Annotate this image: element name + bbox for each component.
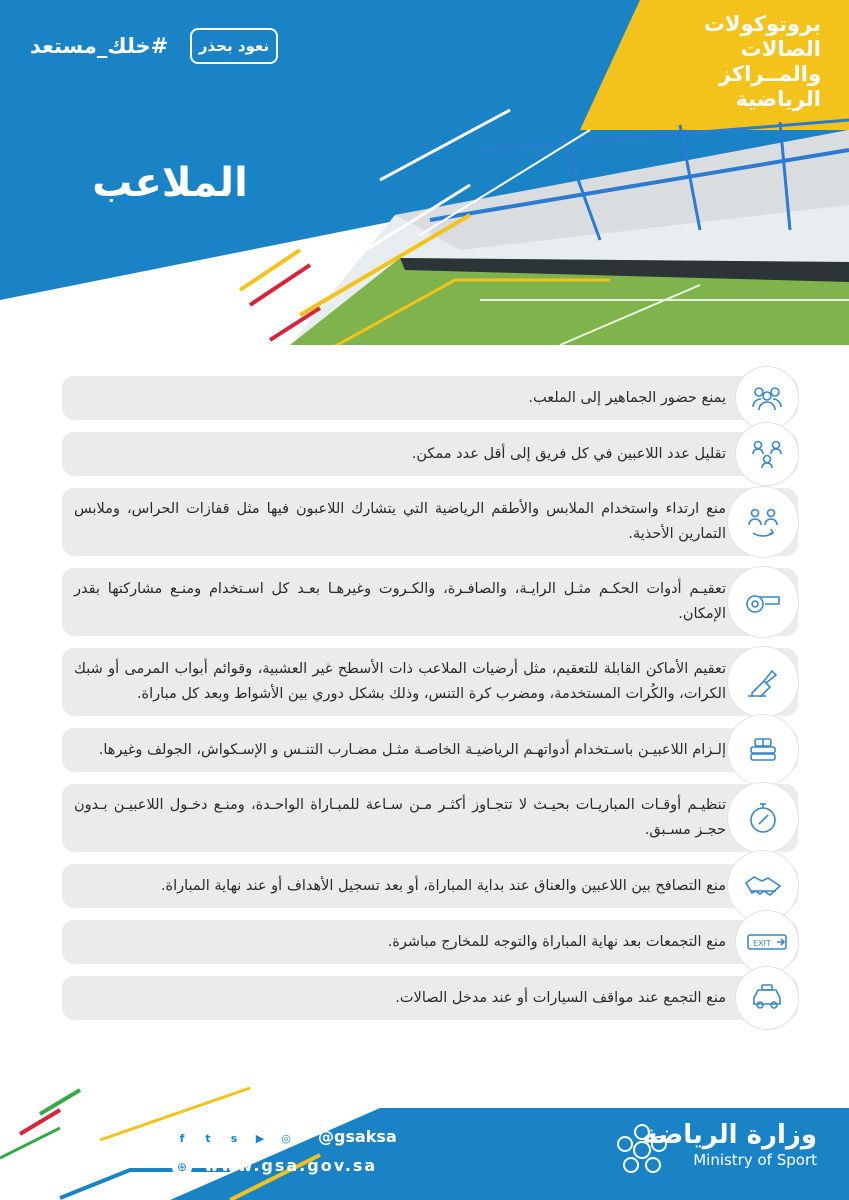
protocol-line: والمــراكز — [718, 62, 821, 86]
share-clothes-icon — [728, 487, 798, 557]
snapchat-icon[interactable]: s — [224, 1128, 244, 1148]
team-reduce-icon — [736, 423, 798, 485]
hashtag-text: #خلك_مستعد — [30, 34, 169, 58]
social-icons — [172, 1128, 296, 1148]
rule-text: إلـزام اللاعبيـن باسـتخدام أدواتهـم الرياضيـة الخاصـة مثـل مضـارب التنـس و الإسـكواش، الجولف وغيرها. — [98, 741, 726, 758]
ministry-logo — [642, 1120, 817, 1170]
rule-text: تقليل عدد اللاعبين في كل فريق إلى أقل عدد ممكن. — [411, 445, 726, 462]
rule-text: تنظيـم أوقـات المباريـات بحيـث لا تتجـاوز أكثـر مـن سـاعة للمبـاراة الواحـدة، ومنـع دخـول اللاعبيـن بـدون حجـز مسـبق. — [74, 797, 726, 838]
rule-text: منع التصافح بين اللاعبين والعناق عند بداية المباراة، أو بعد تسجيل الأهداف أو عند نهاية المباراة. — [160, 877, 726, 894]
list-item — [62, 728, 798, 772]
rule-text: منع التجمع عند مواقف السيارات أو عند مدخل الصالات. — [395, 989, 726, 1006]
protocol-line: بروتوكولات — [703, 12, 821, 36]
youtube-icon[interactable]: ▶ — [250, 1128, 270, 1148]
header-banner — [0, 0, 849, 345]
list-item — [62, 864, 798, 908]
rule-text: يمنع حضور الجماهير إلى الملعب. — [528, 389, 726, 406]
crowd-icon — [736, 367, 798, 429]
svg-text:EXIT: EXIT — [753, 939, 771, 948]
campaign-badge: نعود بحذر — [190, 28, 278, 64]
twitter-icon[interactable]: t — [198, 1128, 218, 1148]
list-item — [62, 976, 798, 1020]
ministry-name-ar: وزارة الرياضة — [642, 1120, 817, 1150]
stopwatch-icon — [728, 783, 798, 853]
list-item — [62, 784, 798, 852]
rule-text: منع التجمعات بعد نهاية المباراة والتوجه للمخارج مباشرة. — [387, 933, 726, 950]
facebook-icon[interactable]: f — [172, 1128, 192, 1148]
protocol-line: الرياضية — [735, 87, 821, 111]
list-item — [62, 488, 798, 556]
disinfect-icon — [728, 647, 798, 717]
list-item — [62, 432, 798, 476]
page-title: الملاعب — [92, 160, 248, 206]
car-icon — [736, 967, 798, 1029]
rule-text: منع ارتداء واستخدام الملابس والأطقم الرياضية التي يتشارك اللاعبون فيها مثل قفازات الحراس، وملابس التمارين الأحذية. — [74, 501, 726, 542]
protocol-title — [621, 12, 821, 112]
rule-text: تعقيـم أدوات الحكـم مثـل الرايـة، والصافـرة، والكـروت وغيرهـا بعـد كل اسـتخدام ومنـع مشاركتها بقدر الإمكان. — [74, 581, 726, 622]
rule-text: تعقيم الأماكن القابلة للتعقيم، مثل أرضيات الملاعب ذات الأسطح غير العشبية، وقوائم أبواب المرمى أو شبك الكرات، والكُرات المستخدمة، ومضرب كرة التنس، وذلك بشكل دوري بين الأشواط وبعد كل مباراة. — [74, 661, 726, 702]
ministry-name-en: Ministry of Sport — [693, 1151, 817, 1169]
social-handle[interactable]: @gsaksa — [318, 1127, 397, 1146]
list-item — [62, 648, 798, 716]
list-item — [62, 568, 798, 636]
exit-sign-icon — [736, 911, 798, 973]
list-item — [62, 920, 798, 964]
whistle-icon — [728, 567, 798, 637]
footer — [0, 1080, 849, 1200]
personal-gear-icon — [728, 715, 798, 785]
list-item — [62, 376, 798, 420]
rules-list — [62, 376, 798, 1032]
protocol-line: الصالات — [740, 37, 821, 61]
instagram-icon[interactable]: ◎ — [276, 1128, 296, 1148]
website-link[interactable]: www.gsa.gov.sa — [204, 1156, 378, 1175]
globe-icon: ⊕ — [172, 1157, 192, 1177]
